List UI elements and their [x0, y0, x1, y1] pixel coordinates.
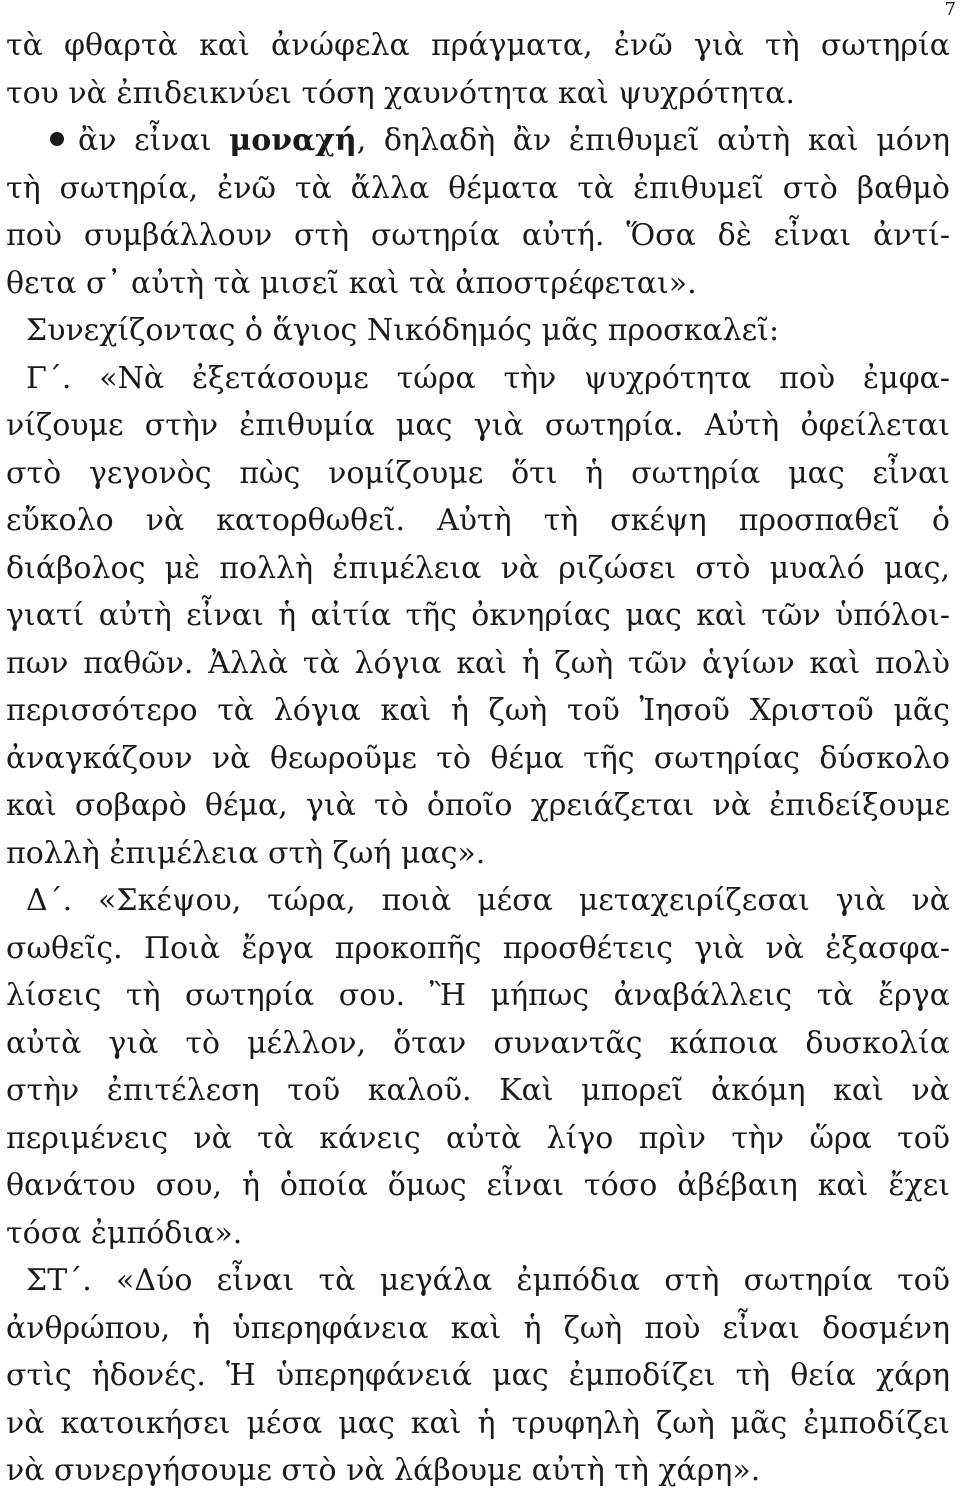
text-fragment: περιμένεις νὰ τὰ κάνεις αὐτὰ λίγο πρὶν τὴν ὥρα τοῦ	[6, 1120, 950, 1156]
text-line	[6, 1257, 950, 1305]
text-line	[6, 307, 950, 355]
text-fragment: εὔκολο νὰ κατορθωθεῖ. Αὐτὴ τὴ σκέψη προσπαθεῖ ὁ	[6, 503, 950, 538]
text-line	[6, 1400, 950, 1448]
text-line	[6, 402, 950, 450]
text-line	[6, 925, 950, 973]
document-body	[6, 22, 950, 1495]
page-number: 7	[944, 0, 956, 20]
text-line	[6, 972, 950, 1020]
text-fragment: στὶς ἡδονές. Ἡ ὑπερηφάνειά μας ἐμποδίζει τὴ θεία χάρη	[6, 1358, 950, 1393]
text-fragment: ποὺ συμβάλλουν στὴ σωτηρία αὐτή. Ὅσα δὲ εἶναι ἀντί-	[6, 218, 950, 253]
text-fragment: στὸ γεγονὸς πὼς νομίζουμε ὅτι ἡ σωτηρία μας εἶναι	[6, 455, 950, 491]
text-line	[6, 592, 950, 640]
text-fragment: τὴ σωτηρία, ἐνῶ τὰ ἄλλα θέματα τὰ ἐπιθυμεῖ στὸ βαθμὸ	[6, 170, 950, 206]
text-fragment: Γ΄. «Νὰ ἐξετάσουμε τώρα τὴν ψυχρότητα ποὺ ἐμφα-	[26, 360, 950, 396]
text-line	[6, 1115, 950, 1163]
text-line	[6, 1020, 950, 1068]
text-line	[6, 545, 950, 593]
text-fragment: πων παθῶν. Ἀλλὰ τὰ λόγια καὶ ἡ ζωὴ τῶν ἁγίων καὶ πολὺ	[6, 645, 950, 681]
text-fragment: περισσότερο τὰ λόγια καὶ ἡ ζωὴ τοῦ Ἰησοῦ Χριστοῦ μᾶς	[6, 693, 950, 728]
text-fragment: λίσεις τὴ σωτηρία σου. Ἢ μήπως ἀναβάλλεις τὰ ἔργα	[6, 978, 950, 1013]
text-line	[6, 1352, 950, 1400]
text-fragment: ΣΤ΄. «Δύο εἶναι τὰ μεγάλα ἐμπόδια στὴ σωτηρία τοῦ	[26, 1263, 950, 1298]
text-fragment: νὰ συνεργήσουμε στὸ νὰ λάβουμε αὐτὴ τὴ χάρη».	[6, 1453, 761, 1488]
text-fragment: γιατί αὐτὴ εἶναι ἡ αἰτία τῆς ὀκνηρίας μας καὶ τῶν ὑπόλοι-	[6, 598, 950, 633]
text-fragment: νίζουμε στὴν ἐπιθυμία μας γιὰ σωτηρία. Αὐτὴ ὀφείλεται	[6, 408, 950, 443]
text-fragment: διάβολος μὲ πολλὴ ἐπιμέλεια νὰ ριζώσει στὸ μυαλό μας,	[6, 550, 950, 586]
text-fragment: καὶ σοβαρὸ θέμα, γιὰ τὸ ὁποῖο χρειάζεται νὰ ἐπιδείξουμε	[6, 788, 950, 823]
text-fragment: τόσα ἐμπόδια».	[6, 1215, 243, 1251]
text-fragment: νὰ κατοικήσει μέσα μας καὶ ἡ τρυφηλὴ ζωὴ μᾶς ἐμποδίζει	[6, 1405, 950, 1441]
text-line	[6, 450, 950, 498]
text-fragment: , δηλαδὴ ἂν ἐπιθυμεῖ αὐτὴ καὶ μόνη	[356, 123, 950, 158]
text-fragment: Δ΄. «Σκέψου, τώρα, ποιὰ μέσα μεταχειρίζεσαι γιὰ νὰ	[26, 883, 950, 918]
text-fragment: ἀνθρώπου, ἡ ὑπερηφάνεια καὶ ἡ ζωὴ ποὺ εἶναι δοσμένη	[6, 1310, 950, 1346]
text-line	[6, 497, 950, 545]
text-line	[6, 877, 950, 925]
text-fragment: ἀναγκάζουν νὰ θεωροῦμε τὸ θέμα τῆς σωτηρίας δύσκολο	[6, 740, 950, 776]
text-fragment: σωθεῖς. Ποιὰ ἔργα προκοπῆς προσθέτεις γιὰ νὰ ἐξασφα-	[6, 930, 950, 966]
text-line	[6, 22, 950, 70]
emphasis-text: μοναχή	[229, 123, 357, 158]
text-line	[6, 1447, 950, 1495]
text-fragment: Συνεχίζοντας ὁ ἅγιος Νικόδημός μᾶς προσκαλεῖ:	[26, 313, 780, 348]
text-fragment: θανάτου σου, ἡ ὁποία ὅμως εἶναι τόσο ἀβέβαιη καὶ ἔχει	[6, 1168, 950, 1203]
text-line	[6, 687, 950, 735]
text-fragment: τὰ φθαρτὰ καὶ ἀνώφελα πράγματα, ἐνῶ γιὰ τὴ σωτηρία	[6, 28, 950, 63]
text-line	[6, 355, 950, 403]
text-fragment: αὐτὰ γιὰ τὸ μέλλον, ὅταν συναντᾶς κάποια δυσκολία	[6, 1025, 950, 1061]
text-fragment: του νὰ ἐπιδεικνύει τόση χαυνότητα καὶ ψυχρότητα.	[6, 75, 795, 111]
bullet-icon	[50, 132, 64, 146]
text-line	[6, 782, 950, 830]
text-line	[6, 830, 950, 878]
text-fragment: θετα σ᾿ αὐτὴ τὰ μισεῖ καὶ τὰ ἀποστρέφεται».	[6, 265, 697, 301]
text-line	[6, 260, 950, 308]
text-line	[6, 640, 950, 688]
text-line	[6, 1067, 950, 1115]
text-fragment: ἂν εἶναι	[78, 123, 230, 158]
text-line	[6, 1210, 950, 1258]
text-line	[6, 212, 950, 260]
text-fragment: πολλὴ ἐπιμέλεια στὴ ζωή μας».	[6, 835, 486, 871]
text-fragment: στὴν ἐπιτέλεση τοῦ καλοῦ. Καὶ μπορεῖ ἀκόμη καὶ νὰ	[6, 1073, 950, 1108]
text-line	[6, 1162, 950, 1210]
text-line	[6, 117, 950, 165]
text-line	[6, 165, 950, 213]
text-line	[6, 1305, 950, 1353]
text-line	[6, 70, 950, 118]
text-line	[6, 735, 950, 783]
